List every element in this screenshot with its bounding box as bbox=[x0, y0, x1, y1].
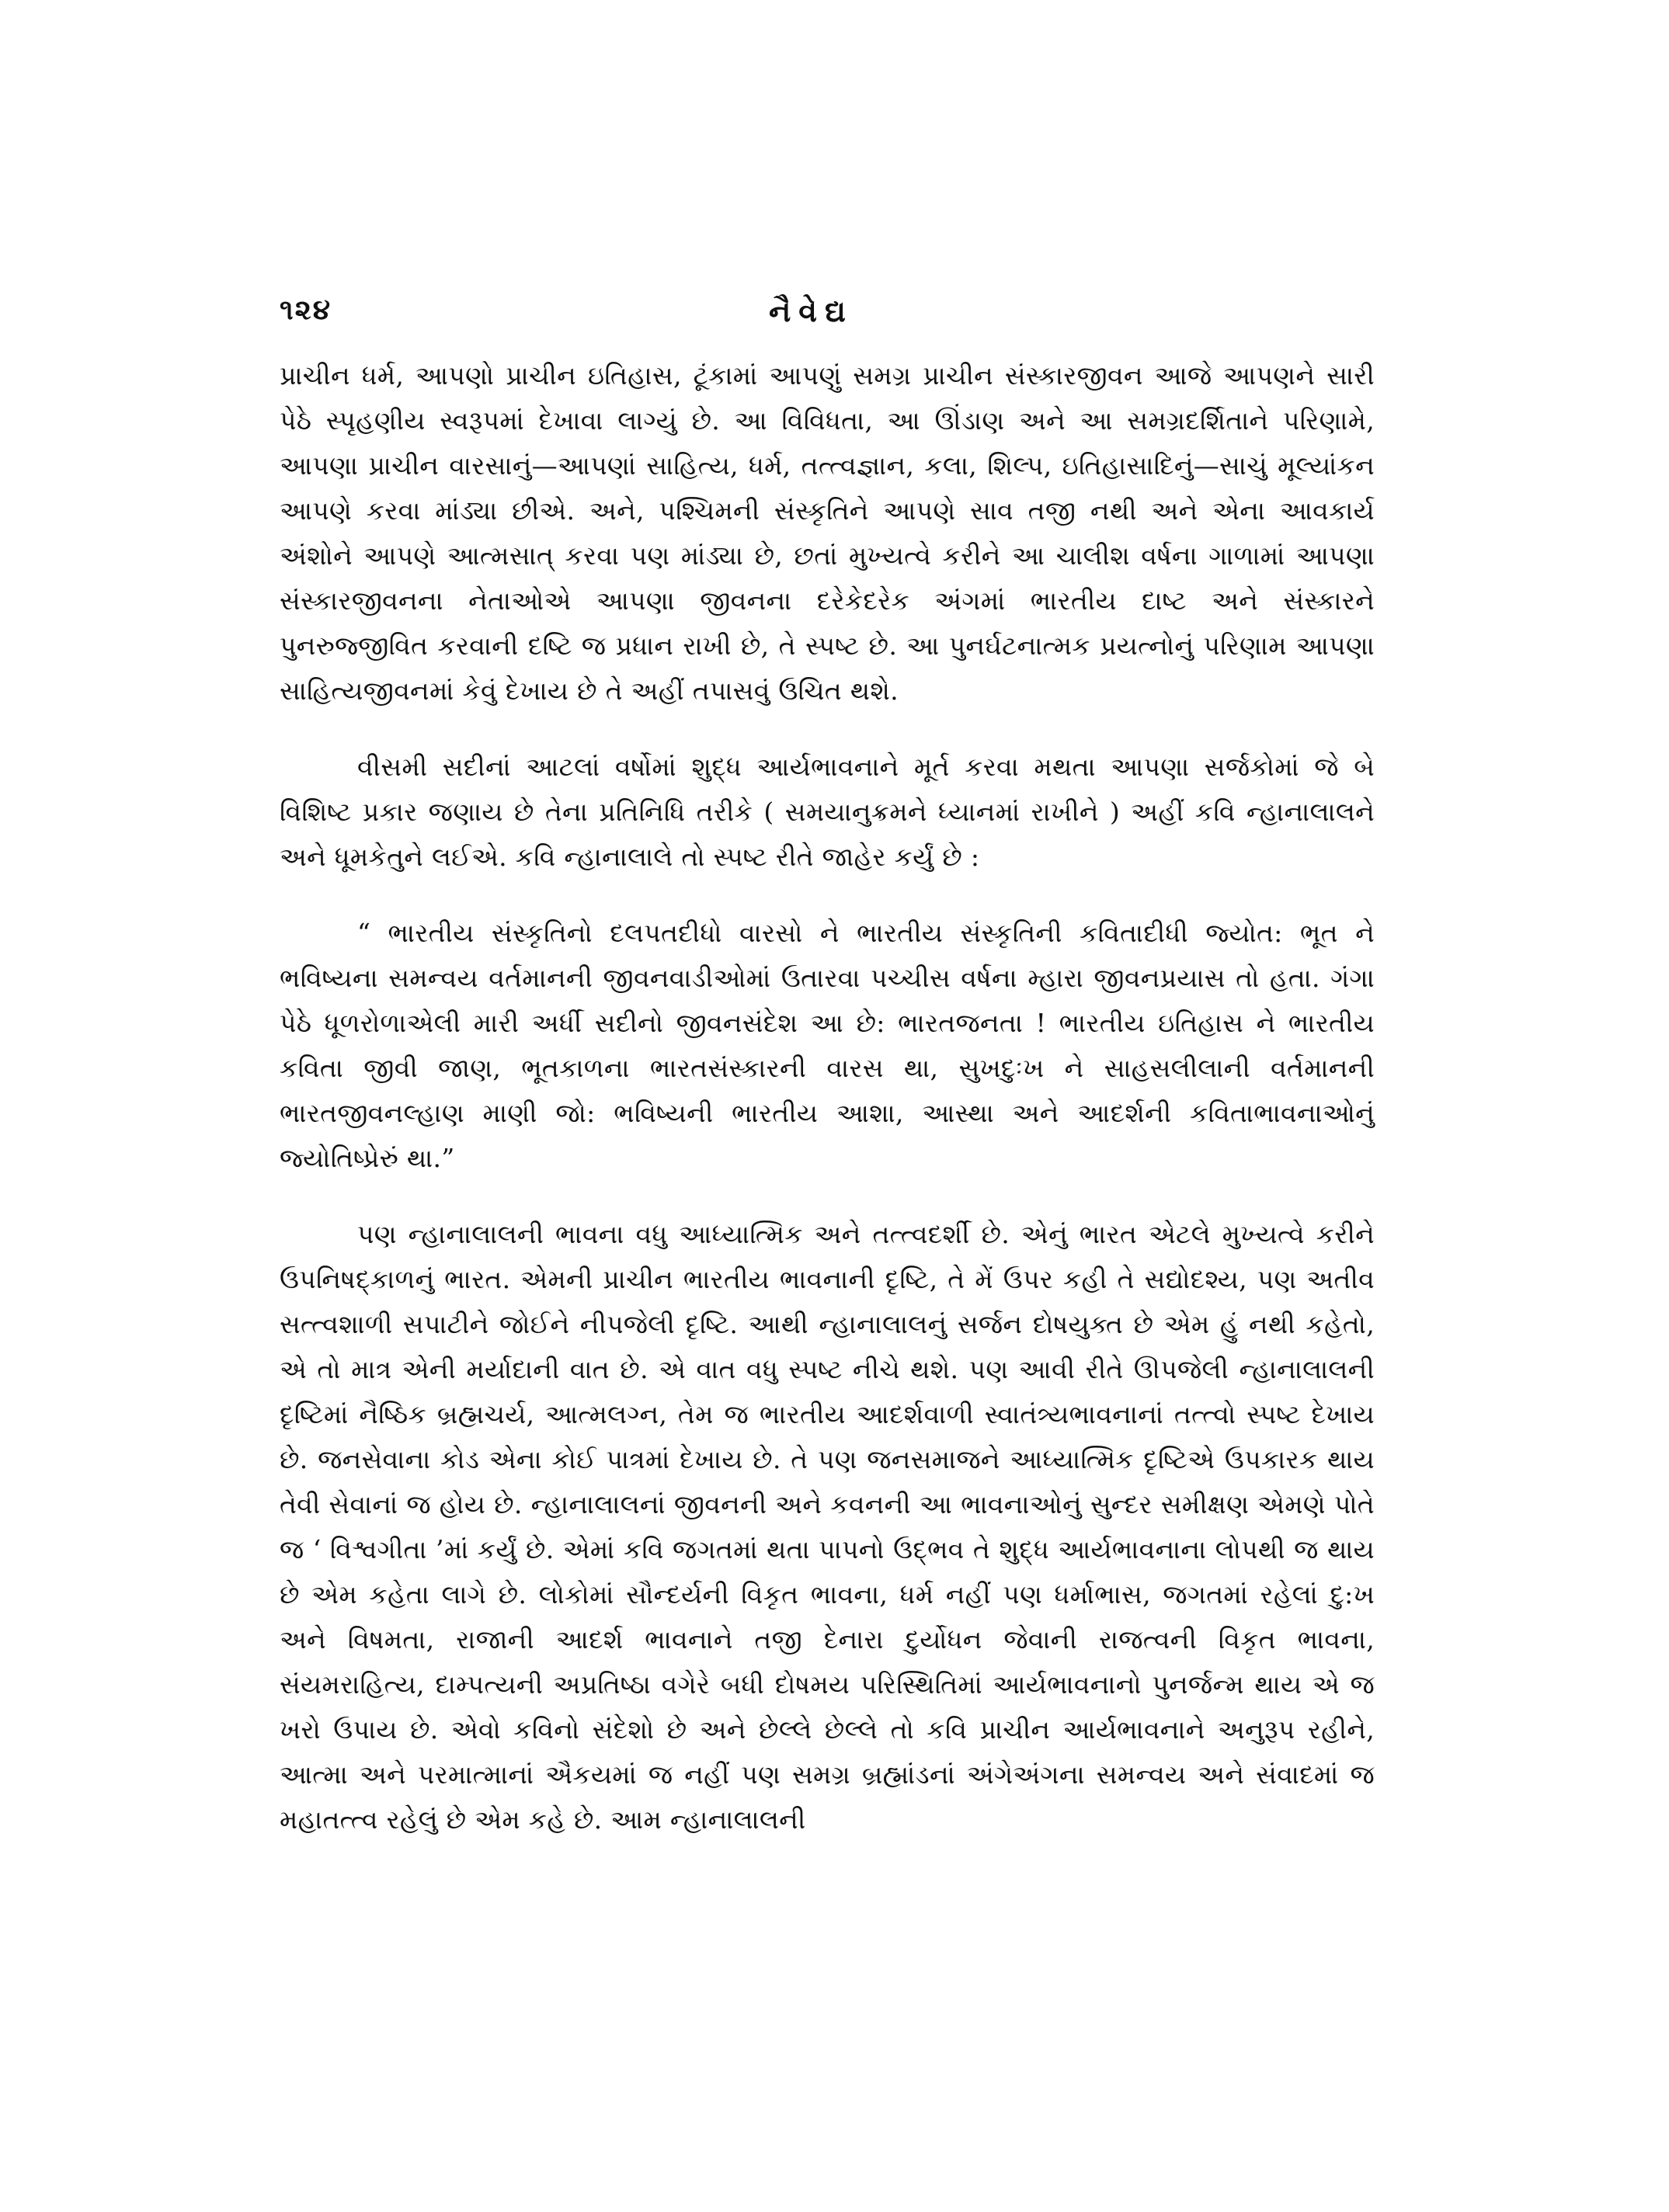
paragraph-nhanalal: પણ ન્હાનાલાલની ભાવના વધુ આધ્યાત્મિક અને તત્ત્વદર્શી છે. એનું ભારત એટલે મુખ્યત્વે કરીને ઉપનિષદ્કાળનું ભારત. એમની પ્રાચીન ભારતીય ભાવનાની દૃષ્ટિ, તે મેં ઉપર કહી તે સદ્યોદશ્ય, પણ અતીવ સત્ત્વશાળી સપાટીને જોઈને નીપજેલી દૃષ્ટિ. આથી ન્હાનાલાલનું સર્જન દોષયુક્ત છે એમ હું નથી કહેતો, એ તો માત્ર એની મર્યાદાની વાત છે. એ વાત વધુ સ્પષ્ટ નીચે થશે. પણ આવી રીતે ઊપજેલી ન્હાનાલાલની દૃષ્ટિમાં નૈષ્ઠિક બ્રહ્મચર્ય, આત્મલગ્ન, તેમ જ ભારતીય આદર્શવાળી સ્વાતંત્ર્યભાવનાનાં તત્ત્વો સ્પષ્ટ દેખાય છે. જનસેવાના કોડ એના કોઈ પાત્રમાં દેખાય છે. તે પણ જનસમાજને આધ્યાત્મિક દૃષ્ટિએ ઉપકારક થાય તેવી સેવાનાં જ હોય છે. ન્હાનાલાલનાં જીવનની અને કવનની આ ભાવનાઓનું સુન્દર સમીક્ષણ એમણે પોતે જ ‘ વિશ્વગીતા ’માં કર્યું છે. એમાં કવિ જગતમાં થતા પાપનો ઉદ્ભવ તે શુદ્ધ આર્યભાવનાના લોપથી જ થાય છે એમ કહેતા લાગે છે. લોકોમાં સૌન્દર્યની વિકૃત ભાવના, ધર્મ નહીં પણ ધર્માભાસ, જગતમાં રહેલાં દુ:ખ અને વિષમતા, રાજાની આદર્શ ભાવનાને તજી દેનારા દુર્યોધન જેવાની રાજત્વની વિકૃત ભાવના, સંયમરાહિત્ય, દામ્પત્યની અપ્રતિષ્ઠા વગેરે બધી દોષમય પરિસ્થિતિમાં આર્યભાવનાનો પુનર્જન્મ થાય એ જ ખરો ઉપાય છે. એવો કવિનો સંદેશો છે અને છેલ્લે છેલ્લે તો કવિ પ્રાચીન આર્યભાવનાને અનુરૂપ રહીને, આત્મા અને પરમાત્માનાં ઐકયમાં જ નહીં પણ સમગ્ર બ્રહ્માંડનાં અંગેઅંગના સમન્વય અને સંવાદમાં જ મહાતત્ત્વ રહેલું છે એમ કહે છે. આમ ન્હાનાલાલની bbox=[280, 1219, 1375, 1835]
page-number: ૧૨૪ bbox=[280, 293, 332, 326]
paragraph-intro-poets: વીસમી સદીનાં આટલાં વર્ષોમાં શુદ્ધ આર્યભાવનાને મૂર્ત કરવા મથતા આપણા સર્જકોમાં જે બે વિશિષ્ટ પ્રકાર જણાય છે તેના પ્રતિનિધિ તરીકે ( સમયાનુક્રમને ધ્યાનમાં રાખીને ) અહીં કવિ ન્હાનાલાલને અને ધૂમકેતુને લઈએ. કવિ ન્હાનાલાલે તો સ્પષ્ટ રીતે જાહેર કર્યું છે : bbox=[280, 752, 1375, 872]
body-text bbox=[280, 353, 1375, 1842]
running-title: નૈવેદ્ય bbox=[769, 293, 854, 328]
block-quote: “ ભારતીય સંસ્કૃતિનો દલપતદીધો વારસો ને ભારતીય સંસ્કૃતિની કવિતાદીધી જ્યોત: ભૂત ને ભવિષ્યના સમન્વય વર્તમાનની જીવનવાડીઓમાં ઉતારવા પચ્ચીસ વર્ષના મ્હારા જીવનપ્રયાસ તો હતા. ગંગા પેઠે ધૂળરોળાએલી મારી અર્ધી સદીનો જીવનસંદેશ આ છે: ભારતજનતા ! ભારતીય ઇતિહાસ ને ભારતીય કવિતા જીવી જાણ, ભૂતકાળના ભારતસંસ્કારની વારસ થા, સુખદુઃખ ને સાહસલીલાની વર્તમાનની ભારતજીવનલ્હાણ માણી જો: ભવિષ્યની ભારતીય આશા, આસ્થા અને આદર્શની કવિતાભાવનાઓનું જ્યોતિષ્પ્રેરું થા.” bbox=[280, 918, 1375, 1173]
paragraph-continuation: પ્રાચીન ધર્મ, આપણો પ્રાચીન ઇતિહાસ, ટૂંકામાં આપણું સમગ્ર પ્રાચીન સંસ્કારજીવન આજે આપણને સારી પેઠે સ્પૃહણીય સ્વરૂપમાં દેખાવા લાગ્યું છે. આ વિવિધતા, આ ઊંડાણ અને આ સમગ્રદર્શિતાને પરિણામે, આપણા પ્રાચીન વારસાનું—આપણાં સાહિત્ય, ધર્મ, તત્ત્વજ્ઞાન, કલા, શિલ્પ, ઇતિહાસાદિનું—સાચું મૂલ્યાંકન આપણે કરવા માંડ્યા છીએ. અને, પશ્ચિમની સંસ્કૃતિને આપણે સાવ તજી નથી અને એના આવકાર્ય અંશોને આપણે આત્મસાત્ કરવા પણ માંડ્યા છે, છતાં મુખ્યત્વે કરીને આ ચાલીશ વર્ષના ગાળામાં આપણા સંસ્કારજીવનના નેતાઓએ આપણા જીવનના દરેકેદરેક અંગમાં ભારતીય દાષ્ટ અને સંસ્કારને પુનરુજ્જીવિત કરવાની દષ્ટિ જ પ્રધાન રાખી છે, તે સ્પષ્ટ છે. આ પુનર્ઘટનાત્મક પ્રયત્નોનું પરિણામ આપણા સાહિત્યજીવનમાં કેવું દેખાય છે તે અહીં તપાસવું ઉચિત થશે. bbox=[280, 360, 1375, 706]
page-header bbox=[280, 293, 1375, 332]
